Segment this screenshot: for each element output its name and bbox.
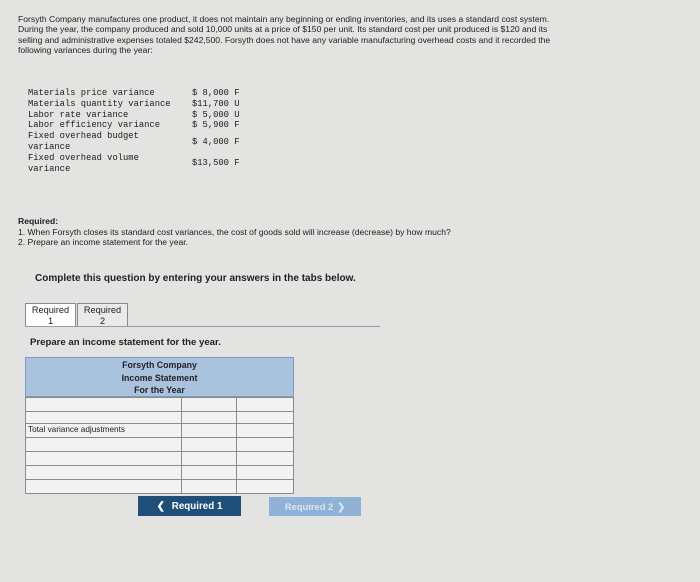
income-statement-grid-top: [25, 397, 294, 425]
statement-amount-input[interactable]: [181, 479, 237, 494]
variance-label: Labor rate variance: [28, 109, 129, 120]
tab-label-line1: Required: [31, 305, 70, 315]
statement-amount-input[interactable]: [181, 397, 237, 412]
next-button-label: Required 2: [284, 501, 334, 512]
statement-title: Income Statement: [121, 372, 198, 383]
panel-prompt: Prepare an income statement for the year.: [30, 337, 221, 348]
instructions-text: Complete this question by entering your answers in the tabs below.: [35, 273, 356, 284]
statement-amount-input[interactable]: [181, 451, 237, 466]
tab-label-line2: 1: [47, 315, 54, 326]
required-heading: Required:: [18, 216, 59, 226]
statement-amount-input[interactable]: [181, 423, 237, 438]
statement-amount-input[interactable]: [181, 437, 237, 452]
variance-value: $11,700 U: [192, 98, 240, 109]
problem-intro: Forsyth Company manufactures one product, it does not maintain any beginning or ending inventories, and its uses a standard cost system. During the year, the company produced and sold 10,000 units at a price of $150 per unit. Its standard cost per unit produced is $120 and its selling and administrative expenses totaled $242,500. Forsyth does not have any variable manufacturing overhead costs and it recorded the following variances during the year:: [18, 14, 551, 56]
variance-value: $ 5,900 F: [192, 120, 240, 131]
tab-panel-divider: [25, 326, 380, 327]
required-item-1: 1. When Forsyth closes its standard cost variances, the cost of goods sold will increase (decrease) by how much?: [18, 226, 451, 237]
table-row: [25, 479, 294, 493]
income-statement-grid-bottom: [25, 423, 294, 493]
statement-total-input[interactable]: [236, 465, 294, 480]
table-row: [25, 397, 294, 411]
statement-label-input[interactable]: [25, 451, 182, 466]
table-row: [25, 451, 294, 465]
variance-row: [28, 131, 240, 153]
prev-required-1-button[interactable]: [138, 496, 241, 516]
statement-label-input[interactable]: [25, 479, 182, 494]
variance-row: [28, 153, 240, 175]
table-row: [25, 465, 294, 479]
required-section: [18, 216, 451, 248]
total-variance-adjustments-label: Total variance adjustments: [25, 423, 182, 438]
variance-label: Labor efficiency variance: [28, 120, 160, 131]
table-row: [25, 437, 294, 451]
statement-label-input[interactable]: [25, 465, 182, 480]
tab-required-1[interactable]: [25, 303, 76, 327]
variance-value: $13,500 F: [192, 158, 240, 169]
chevron-left-icon: ❮: [156, 500, 165, 512]
statement-company: Forsyth Company: [122, 360, 197, 370]
variance-row: [28, 110, 240, 121]
income-statement-header: [25, 357, 294, 397]
variance-label: Materials quantity variance: [28, 98, 171, 109]
statement-total-input[interactable]: [236, 451, 294, 466]
variance-label: Fixed overhead budget variance: [28, 131, 139, 152]
variance-value: $ 8,000 F: [192, 88, 240, 98]
variance-row: [28, 120, 240, 131]
variance-label: Fixed overhead volume variance: [28, 152, 139, 174]
statement-label-input[interactable]: [25, 397, 182, 412]
statement-total-input[interactable]: [236, 397, 294, 412]
statement-total-input[interactable]: [236, 479, 294, 494]
tab-label-line2: 2: [99, 315, 106, 326]
variance-value: $ 4,000 F: [192, 136, 240, 147]
variance-table: [28, 88, 240, 174]
variance-value: $ 5,000 U: [192, 109, 240, 120]
tab-label-line1: Required: [83, 305, 122, 315]
statement-period: For the Year: [134, 385, 185, 395]
statement-total-input[interactable]: [236, 423, 294, 438]
required-item-2: 2. Prepare an income statement for the year.: [18, 237, 189, 248]
next-required-2-button[interactable]: [269, 497, 361, 516]
prev-button-label: Required 1: [171, 500, 223, 512]
statement-label-input[interactable]: [25, 437, 182, 452]
variance-label: Materials price variance: [28, 88, 155, 98]
statement-total-input[interactable]: [236, 437, 294, 452]
tab-required-2[interactable]: [77, 303, 128, 327]
tab-bar: [25, 303, 128, 327]
variance-row: [28, 99, 240, 110]
variance-row: [28, 88, 240, 99]
statement-amount-input[interactable]: [181, 465, 237, 480]
table-row: [25, 423, 294, 437]
chevron-right-icon: ❯: [337, 500, 346, 512]
